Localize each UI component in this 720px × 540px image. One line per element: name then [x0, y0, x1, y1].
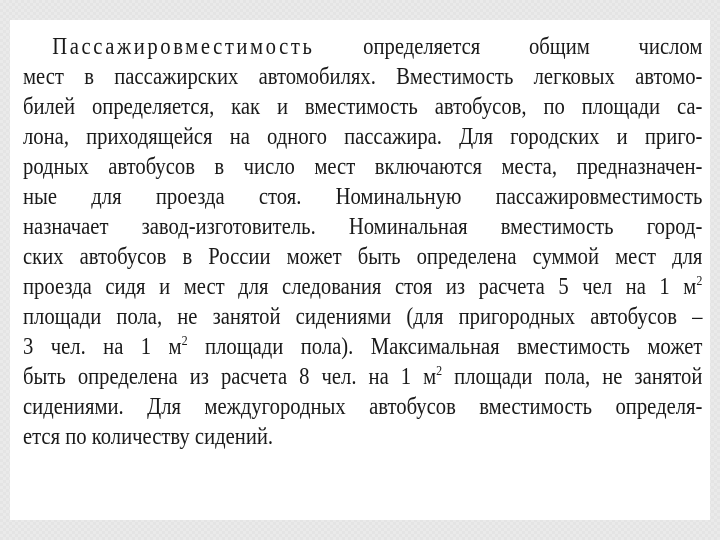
text-line-14: ется по количеству сидений. [23, 424, 274, 450]
text-line-6: ные для проезда стоя. Номинальную пассажировместимость [23, 184, 703, 210]
text-line-5: родных автобусов в число мест включаются места, предназначен- [23, 154, 703, 180]
text-line-11 [23, 332, 702, 362]
text-line-13: сидениями. Для междугородных автобусов вместимость определя- [23, 394, 703, 420]
document-page [10, 20, 710, 520]
text-line-3: билей определяется, как и вместимость автобусов, по площади са- [23, 94, 703, 120]
text-line-7: назначает завод-изготовитель. Номинальная вместимость город- [23, 214, 703, 240]
text-line-2: мест в пассажирских автомобилях. Вместимость легковых автомо- [23, 64, 703, 90]
superscript: 2 [696, 274, 703, 289]
superscript: 2 [181, 334, 188, 349]
text-line-12 [23, 362, 702, 392]
text-line-4: лона, приходящейся на одного пассажира. Для городских и приго- [23, 124, 703, 150]
line-text: 3 чел. на 1 м [23, 334, 182, 360]
text-line-9 [23, 272, 702, 302]
text-line-10: площади пола, не занятой сидениями (для пригородных автобусов – [23, 304, 703, 330]
document-body [23, 32, 703, 452]
superscript: 2 [436, 364, 443, 379]
line-text-suffix: площади пола, не занятой [442, 364, 703, 390]
text-line-8: ских автобусов в России может быть определена суммой мест для [23, 244, 703, 270]
text-line-1 [23, 32, 702, 62]
line-text: определяется общим числом [314, 34, 703, 60]
line-text-suffix: площади пола). Максимальная вместимость может [187, 334, 703, 360]
line-text: проезда сидя и мест для следования стоя из расчета 5 чел на 1 м [23, 274, 697, 300]
term-passenger-capacity: Пассажировместимость [52, 34, 315, 60]
line-text: быть определена из расчета 8 чел. на 1 м [23, 364, 437, 390]
